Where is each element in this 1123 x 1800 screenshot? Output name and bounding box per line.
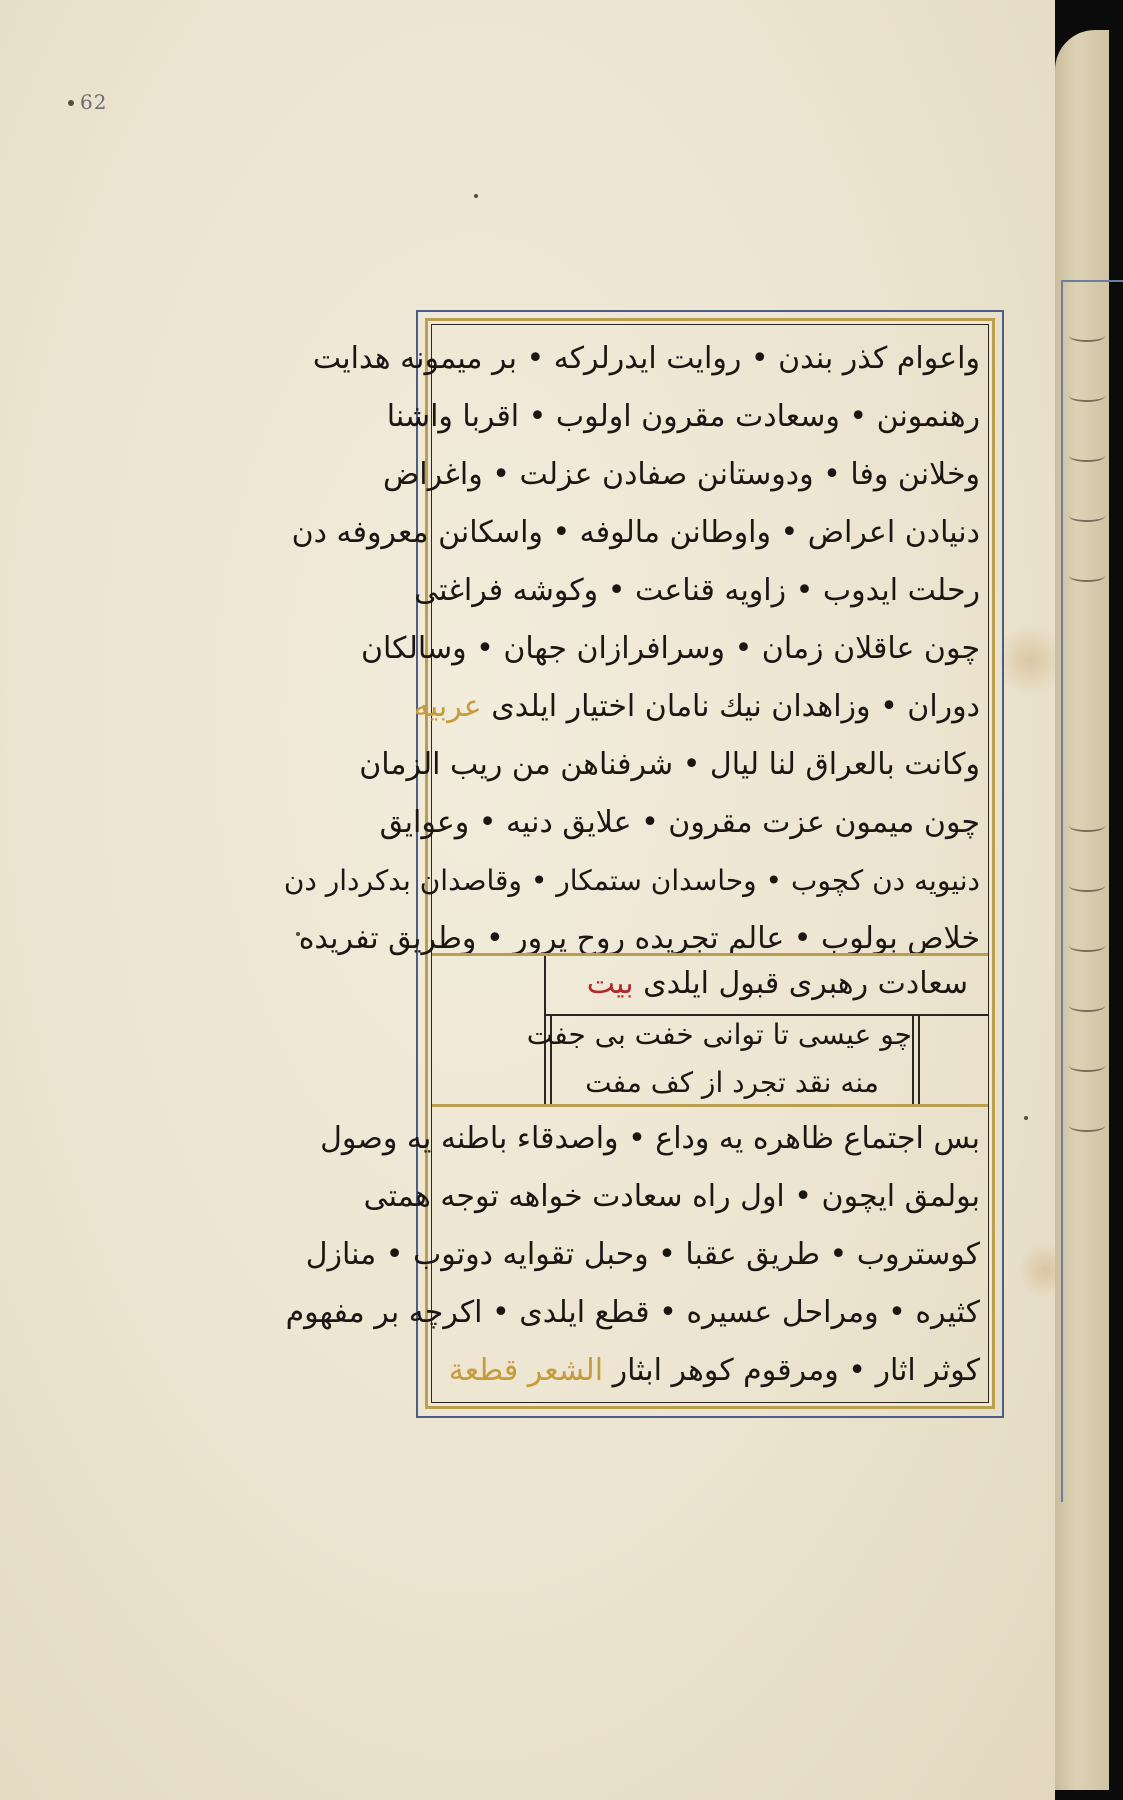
text-line: دنيادن اعراض • واوطانن مالوفه • واسكانن معروفه دن [291, 515, 980, 550]
text-line: رهنمونن • وسعادت مقرون اولوب • اقربا واشنا [386, 399, 980, 434]
text-line: دوران • وزاهدان نيك نامان اختيار ايلدى [491, 689, 980, 724]
adjacent-text-trace [1069, 820, 1105, 832]
adjacent-text-trace [1069, 510, 1105, 522]
gold-rubric-shir-qita: الشعر قطعة [448, 1353, 604, 1388]
text-line-with-rubric [440, 1342, 980, 1400]
text-line: بولمق ايچون • اول راه سعادت خواهه توجه همتى [363, 1179, 980, 1214]
adjacent-text-trace [1069, 570, 1105, 582]
verse-divider [912, 1014, 914, 1104]
adjacent-page-edge [1055, 30, 1109, 1790]
text-line: خلاص بولوب • عالم تجريده روح پرور • وطريق تفريده [298, 921, 980, 956]
verse-line: چو عيسى تا توانى خفت بى جفت [526, 1018, 912, 1051]
text-line: دنيويه دن كچوب • وحاسدان ستمكار • وقاصدان بدكردار دن [283, 864, 980, 897]
verse-divider [918, 1014, 920, 1104]
adjacent-text-trace [1069, 940, 1105, 952]
text-line: بس اجتماع ظاهره يه وداع • واصدقاء باطنه يه وصول [320, 1121, 980, 1156]
text-line: كوثر اثار • ومرقوم كوهر ابثار [612, 1353, 980, 1388]
red-rubric-beyt: بيت [586, 966, 634, 1001]
text-line: وكانت بالعراق لنا ليال • شرفناهن من ريب الزمان [359, 747, 980, 782]
adjacent-text-trace [1069, 1120, 1105, 1132]
gold-rubric-arabiyye: عربيه [413, 689, 482, 724]
text-line: چون عاقلان زمان • وسرافرازان جهان • وسالكان [360, 631, 980, 666]
text-line: رحلت ايدوب • زاويه قناعت • وكوشه فراغتى [414, 573, 980, 608]
verse-heading [548, 958, 968, 1010]
folio-number: 62 [80, 90, 108, 114]
lower-text-block [285, 1110, 980, 1400]
ink-dot [474, 194, 478, 198]
text-line: كوستروب • طريق عقبا • وحبل تقوايه دوتوب • منازل [305, 1237, 980, 1272]
verse-line: منه نقد تجرد از كف مفت [585, 1066, 879, 1099]
text-line: چون ميمون عزت مقرون • علايق دنيه • وعوايق [379, 805, 980, 840]
ink-dot [68, 100, 74, 106]
adjacent-text-trace [1069, 880, 1105, 892]
adjacent-text-trace [1069, 330, 1105, 342]
upper-text-block [283, 330, 980, 968]
adjacent-text-trace [1069, 1000, 1105, 1012]
adjacent-text-trace [1069, 390, 1105, 402]
text-line: كثيره • ومراحل عسيره • قطع ايلدى • اكرچه بر مفهوم [285, 1295, 980, 1330]
text-line: واعوام كذر بندن • روايت ايدرلركه • بر ميمونه هدايت [312, 341, 980, 376]
paper-stain [1000, 620, 1060, 700]
text-line-with-rubric [413, 678, 980, 736]
adjacent-text-trace [1069, 450, 1105, 462]
text-line: وخلانن وفا • ودوستانن صفادن عزلت • واغراض [383, 457, 980, 492]
verse-heading-text: سعادت رهبرى قبول ايلدى [643, 966, 968, 1001]
ink-dot [1024, 1116, 1028, 1120]
verse-divider [544, 1014, 988, 1016]
adjacent-text-trace [1069, 1060, 1105, 1072]
